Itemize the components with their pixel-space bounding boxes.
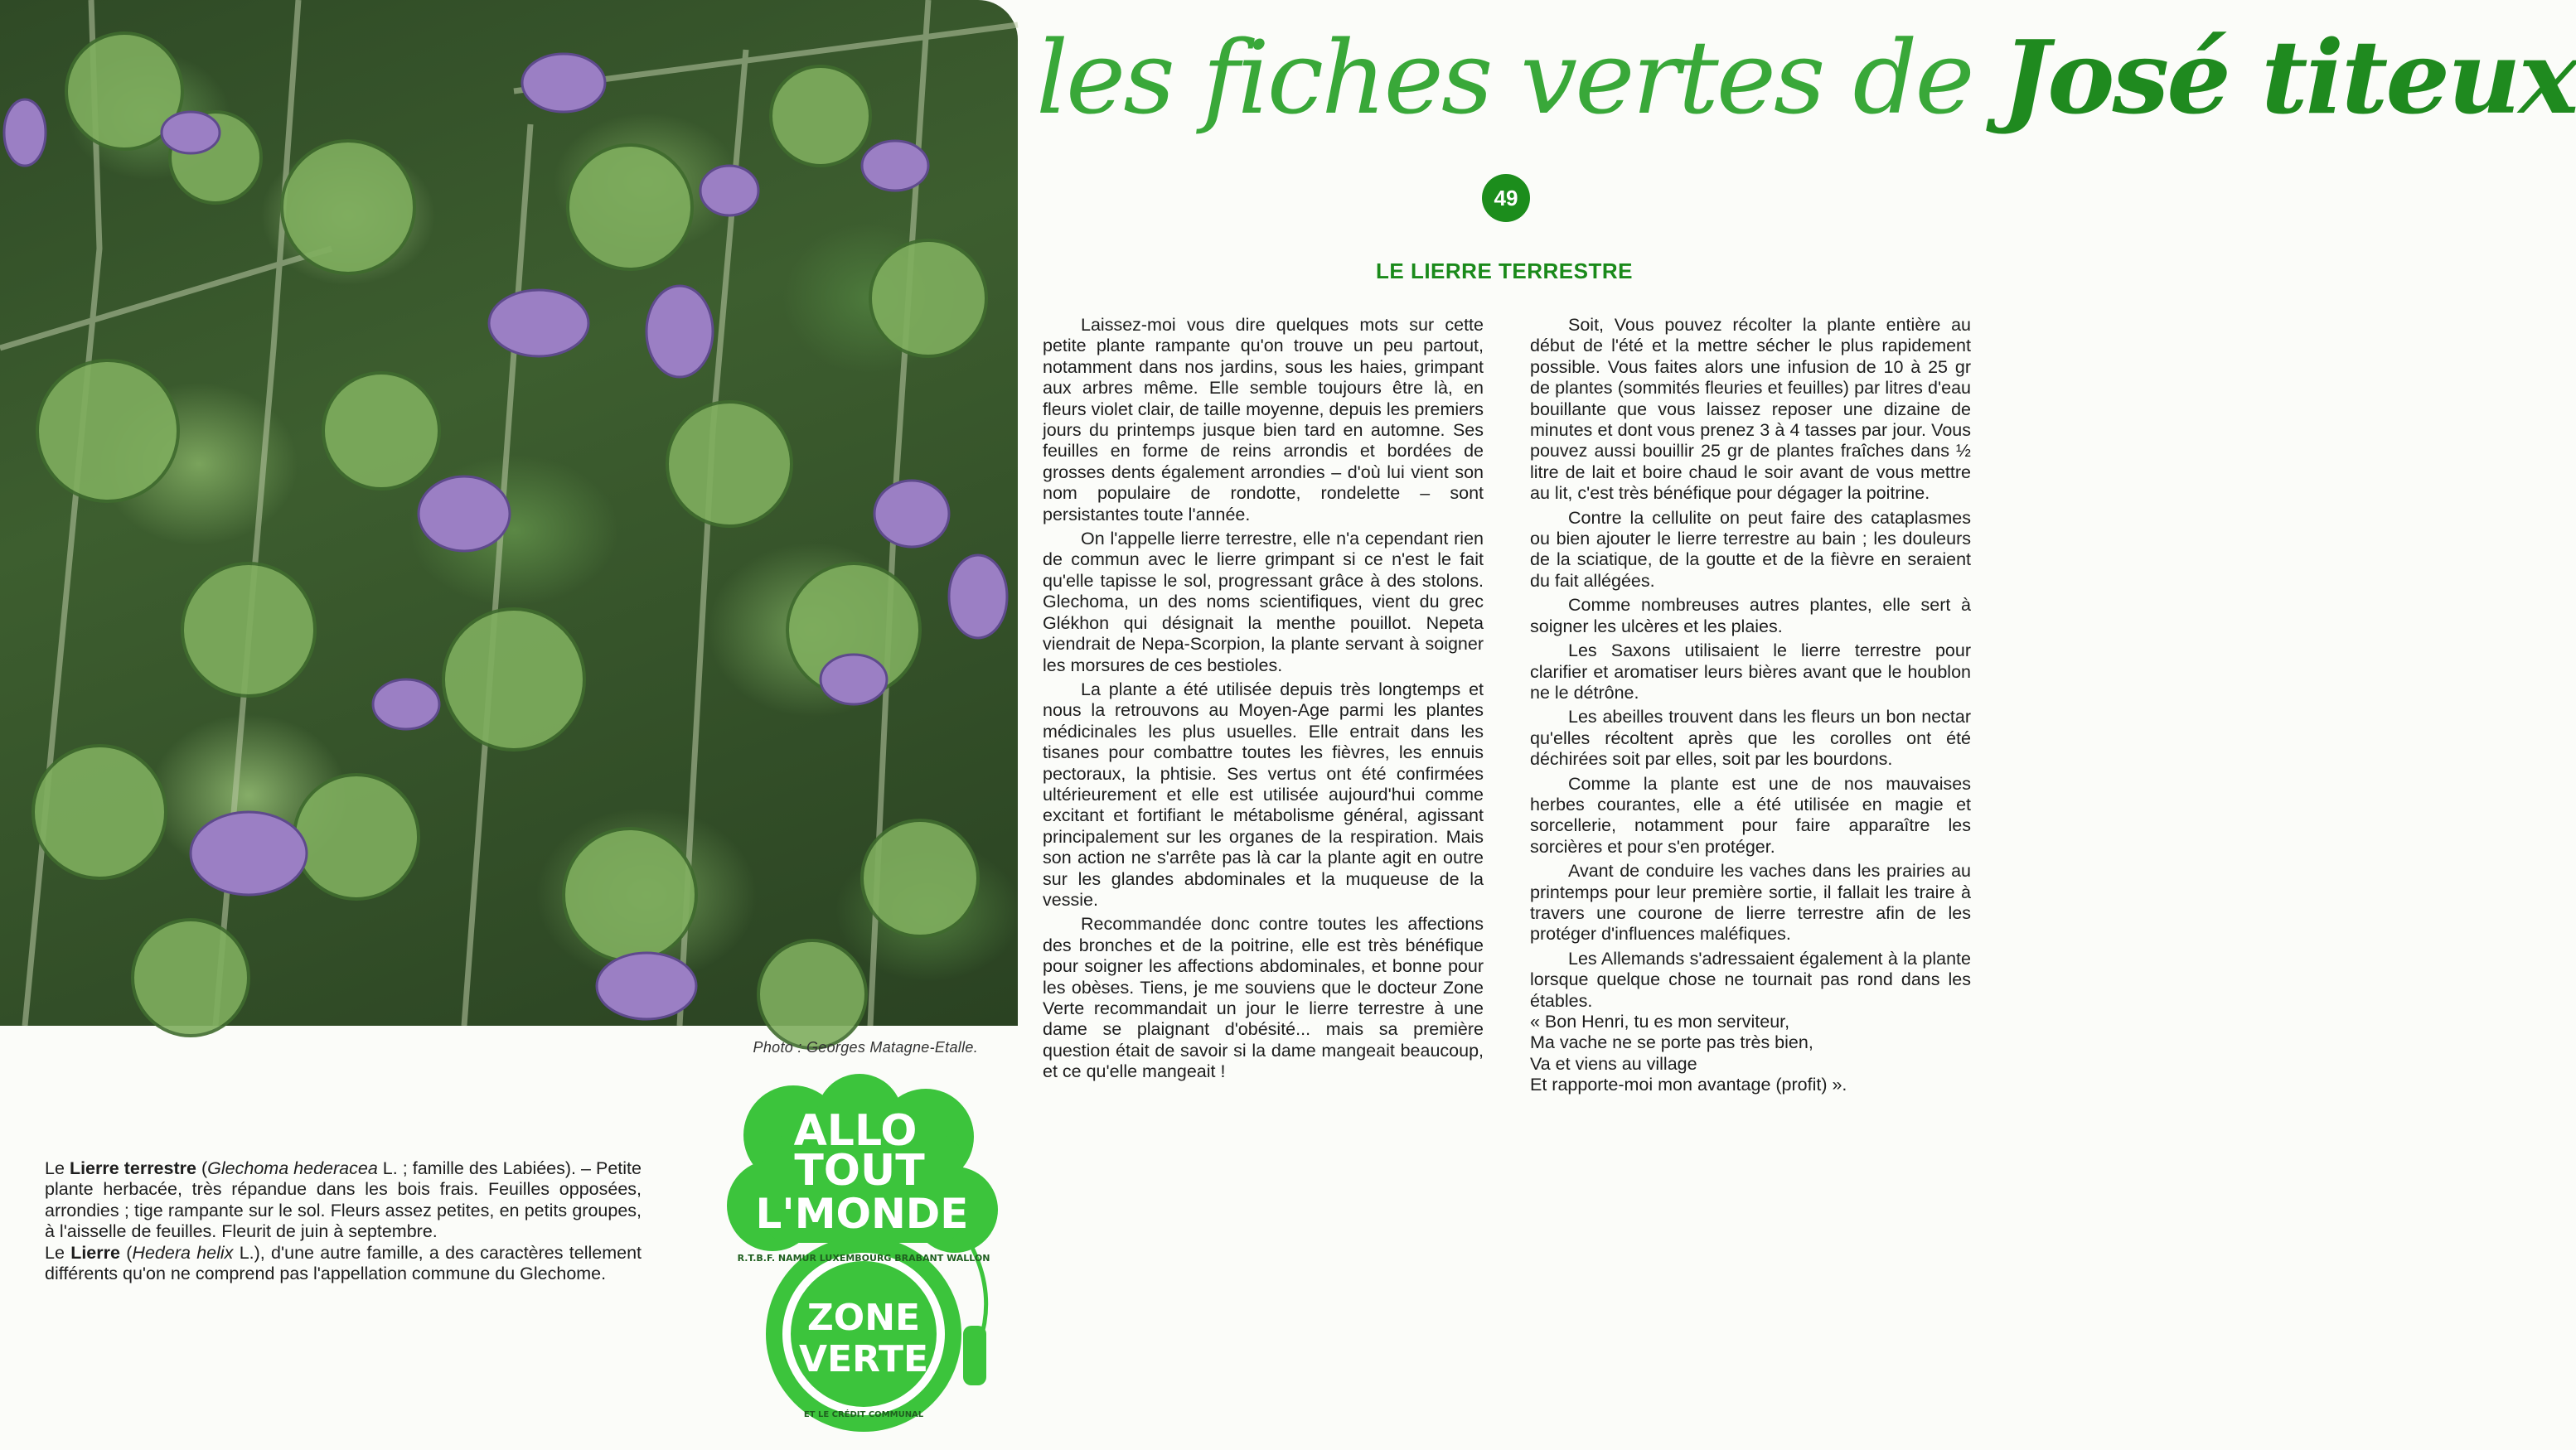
photo-credit: Photo : Georges Matagne-Etalle. (753, 1039, 978, 1056)
note-text: L. ; famille des Labiées). – Petite plante herbacée, très répandue dans les bois frais. Feuilles opposées, arrondies ; tige rampante sur le sol. Fleurs assez petites, en petits groupes, à l'aisselle de feuilles. Fleurit de juin à septembre. (45, 1158, 642, 1242)
paragraph: Les Allemands s'adressaient également à la plante lorsque quelque chose ne tournait pas rond dans les étables. (1530, 948, 1971, 1011)
paragraph: Les Saxons utilisaient le lierre terrestre pour clarifier et aromatiser leurs bières avant que le houblon ne le détrône. (1530, 640, 1971, 703)
verse-line: Va et viens au village (1530, 1053, 1697, 1074)
note-text: ( (196, 1158, 208, 1178)
zone-label: ZONE (806, 1297, 921, 1339)
botanical-note (45, 1158, 642, 1284)
paragraph: Soit, Vous pouvez récolter la plante entière au début de l'été et la mettre sécher le plus rapidement possible. Vous faites alors une infusion de 10 à 25 gr de plantes (sommités fleuries et feuilles) par litres d'eau bouillante que vous laissez reposer une dizaine de minutes et dont vous prenez 3 à 4 tasses par jour. Vous pouvez aussi bouillir 25 gr de plantes fraîches dans ½ litre de lait et boire chaud le soir avant de vous mettre au lit, c'est très bénéfique pour dégager la poitrine. (1530, 315, 1971, 504)
note-text: Le (45, 1158, 70, 1178)
allo-tout-lmonde-logo (714, 1077, 1013, 1433)
note-text: ( (119, 1242, 133, 1263)
paragraph: Laissez-moi vous dire quelques mots sur cette petite plante rampante qu'on trouve un peu partout, notamment dans nos jardins, sous les haies, grimpant aux arbres même. Elle semble toujours être là, en fleurs violet clair, de taille moyenne, depuis les premiers jours du printemps jusque bien tard en automne. Ses feuilles en forme de reins arrondis et bordées de grosses dents également arrondies – d'où lui vient son nom populaire de rondotte, rondelette – sont persistantes toute l'année. (1043, 315, 1484, 524)
paragraph: Comme la plante est une de nos mauvaises herbes courantes, elle a été utilisée en magie et sorcellerie, notamment pour faire apparaître les sorcières et pour s'en protéger. (1530, 773, 1971, 857)
verse-line: Ma vache ne se porte pas très bien, (1530, 1032, 1813, 1053)
logo-bottom-text: ET LE CRÉDIT COMMUNAL (803, 1410, 924, 1419)
verse-line: Et rapporte-moi mon avantage (profit) ». (1530, 1075, 1847, 1095)
botanical-note-glechoma (45, 1158, 642, 1243)
plant-photo (0, 0, 1018, 1026)
paragraph: Les abeilles trouvent dans les fleurs un bon nectar qu'elles récoltent après que les corolles ont été déchirées soit par elles, soit par les bourdons. (1530, 707, 1971, 770)
paragraph: Avant de conduire les vaches dans les prairies au printemps pour leur première sortie, il fallait les traire à travers une courone de lierre terrestre afin de les protéger d'influences maléfiques. (1530, 861, 1971, 945)
series-title (1036, 7, 2576, 147)
paragraph: Contre la cellulite on peut faire des cataplasmes ou bien ajouter le lierre terrestre au bain ; les douleurs de la sciatique, de la goutte et de la fièvre en seraient du fait allégées. (1530, 507, 1971, 591)
botanical-note-hedera (45, 1243, 642, 1285)
paragraph: On l'appelle lierre terrestre, elle n'a cependant rien de commun avec le lierre grimpant si ce n'est le fait qu'elle tapisse le sol, progressant grâce à des stolons. Glechoma, un des noms scientifiques, vient du grec Glékhon qui désignait la menthe pouillot. Nepeta viendrait de Nepa-Scorpion, la plante servant à soigner les morsures de ces bestioles. (1043, 529, 1484, 675)
verse-line: « Bon Henri, tu es mon serviteur, (1530, 1012, 1790, 1032)
note-text: L.), d'une autre famille, a des caractères tellement différents qu'on ne comprend pas l'appellation commune du Glechome. (45, 1242, 642, 1284)
note-latin-name: Hedera helix (132, 1242, 234, 1263)
photo-illustration (0, 0, 1018, 1026)
series-title-author: José titeux (2002, 17, 2576, 137)
article-column-2 (1530, 315, 1971, 1096)
article-column-1 (1043, 315, 1484, 1083)
telephone-icon (963, 1326, 986, 1385)
paragraph: Recommandée donc contre toutes les affections des bronches et de la poitrine, elle est très bénéfique pour soigner les affections abdominales, et bonne pour les obèses. Tiens, je me souviens que le docteur Zone Verte recommandait un jour le lierre terrestre à une dame se plaignant d'obésité... mais sa première question était de savoir si la dame mangeait beaucoup, et ce qu'elle mangeait ! (1043, 914, 1484, 1082)
issue-number-badge: 49 (1482, 174, 1530, 222)
paragraph: Comme nombreuses autres plantes, elle sert à soigner les ulcères et les plaies. (1530, 595, 1971, 636)
logo-line-1: ALLO (793, 1106, 918, 1156)
article-title: LE LIERRE TERRESTRE (1376, 259, 1633, 283)
note-plant-name: Lierre terrestre (69, 1158, 196, 1178)
logo-line-2: TOUT (794, 1146, 925, 1196)
note-text: Le (45, 1242, 71, 1263)
logo-arc-text: R.T.B.F. NAMUR LUXEMBOURG BRABANT WALLON (737, 1253, 990, 1264)
note-plant-name: Lierre (70, 1242, 120, 1263)
logo-line-3: L'MONDE (755, 1190, 969, 1238)
paragraph: La plante a été utilisée depuis très longtemps et nous la retrouvons au Moyen-Age parmi les plantes médicinales les plus usuelles. Elle entrait dans les tisanes pour combattre toutes les fièvres, les ennuis pectoraux, la phtisie. Ses vertus ont été confirmées ultérieurement et elle est utilisée aujourd'hui comme excitant et fortifiant le métabolisme général, agissant principalement sur les organes de la respiration. Mais son action ne s'arrête pas là car la plante agit en outre sur les glandes abdominales et la muqueuse de la vessie. (1043, 679, 1484, 910)
series-title-thin: les fiches vertes de (1036, 19, 1973, 137)
verte-label: VERTE (798, 1338, 929, 1380)
note-latin-name: Glechoma hederacea (207, 1158, 378, 1178)
